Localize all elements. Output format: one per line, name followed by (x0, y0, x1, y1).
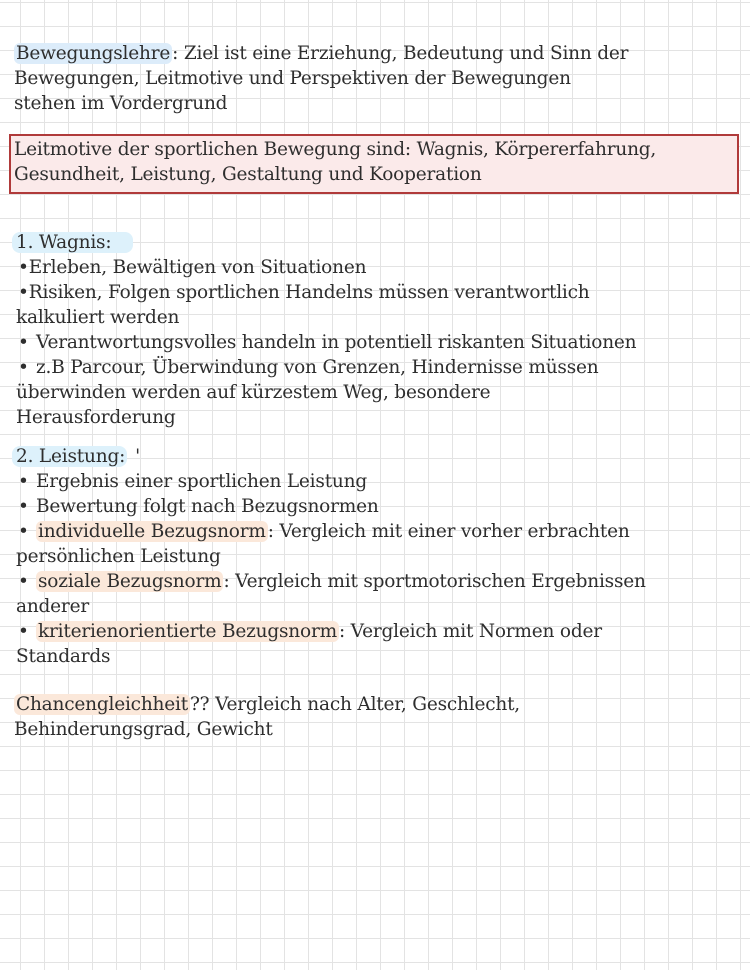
list-item: •Erleben, Bewältigen von Situationen (18, 257, 367, 278)
list-item: • z.B Parcour, Überwindung von Grenzen, Hindernisse müssen (18, 357, 599, 378)
list-item: • Ergebnis einer sportlichen Leistung (18, 471, 367, 492)
intro-line-3: stehen im Vordergrund (14, 93, 228, 114)
leitmotive-line-1: Leitmotive der sportlichen Bewegung sind: Wagnis, Körpererfahrung, (14, 139, 657, 160)
bullet-icon: • (18, 571, 29, 592)
list-item: •Risiken, Folgen sportlichen Handelns müssen verantwortlich (18, 282, 590, 303)
bullet-icon: • (18, 357, 29, 378)
list-item-continuation: kalkuliert werden (16, 307, 180, 328)
bullet-icon: • (18, 257, 29, 278)
list-item-continuation: Standards (16, 646, 111, 667)
bullet-icon: • (18, 332, 29, 353)
bullet-icon: • (18, 496, 29, 517)
heading-mark: ' (135, 446, 141, 467)
list-item: • individuelle Bezugsnorm : Vergleich mit einer vorher erbrachten (18, 521, 630, 542)
term-individuelle-bezugsnorm: individuelle Bezugsnorm (38, 521, 266, 542)
intro-line-1 (14, 41, 628, 66)
term-kriterienorientierte-bezugsnorm: kriterienorientierte Bezugsnorm (38, 621, 337, 642)
bullet-icon: • (18, 521, 29, 542)
section-heading-wagnis: 1. Wagnis: (16, 230, 133, 255)
term-soziale-bezugsnorm: soziale Bezugsnorm (38, 571, 222, 592)
list-item: • kriterienorientierte Bezugsnorm : Vergleich mit Normen oder (18, 621, 602, 642)
term-bewegungslehre: Bewegungslehre (16, 43, 171, 64)
chancen-line-1: Chancengleichheit ?? Vergleich nach Alter, Geschlecht, (16, 694, 520, 715)
list-item: • Bewertung folgt nach Bezugsnormen (18, 496, 379, 517)
bullet-icon: • (18, 471, 29, 492)
bullet-icon: • (18, 282, 29, 303)
list-item-continuation: persönlichen Leistung (16, 546, 221, 567)
bullet-icon: • (18, 621, 29, 642)
leitmotive-line-2: Gesundheit, Leistung, Gestaltung und Kooperation (14, 164, 482, 185)
term-chancengleichheit: Chancengleichheit (16, 694, 188, 715)
list-item-continuation: überwinden werden auf kürzestem Weg, besondere (16, 382, 491, 403)
intro-line-2: Bewegungen, Leitmotive und Perspektiven der Bewegungen (14, 68, 571, 89)
list-item: • soziale Bezugsnorm : Vergleich mit sportmotorischen Ergebnissen (18, 571, 646, 592)
section-heading-leistung: 2. Leistung: ' (16, 444, 140, 469)
list-item: • Verantwortungsvolles handeln in potentiell riskanten Situationen (18, 332, 637, 353)
chancen-line-2: Behinderungsgrad, Gewicht (14, 719, 273, 740)
list-item-continuation: Herausforderung (16, 407, 176, 428)
list-item-continuation: anderer (16, 596, 89, 617)
intro-text: : Ziel ist eine Erziehung, Bedeutung und Sinn der (172, 43, 629, 64)
